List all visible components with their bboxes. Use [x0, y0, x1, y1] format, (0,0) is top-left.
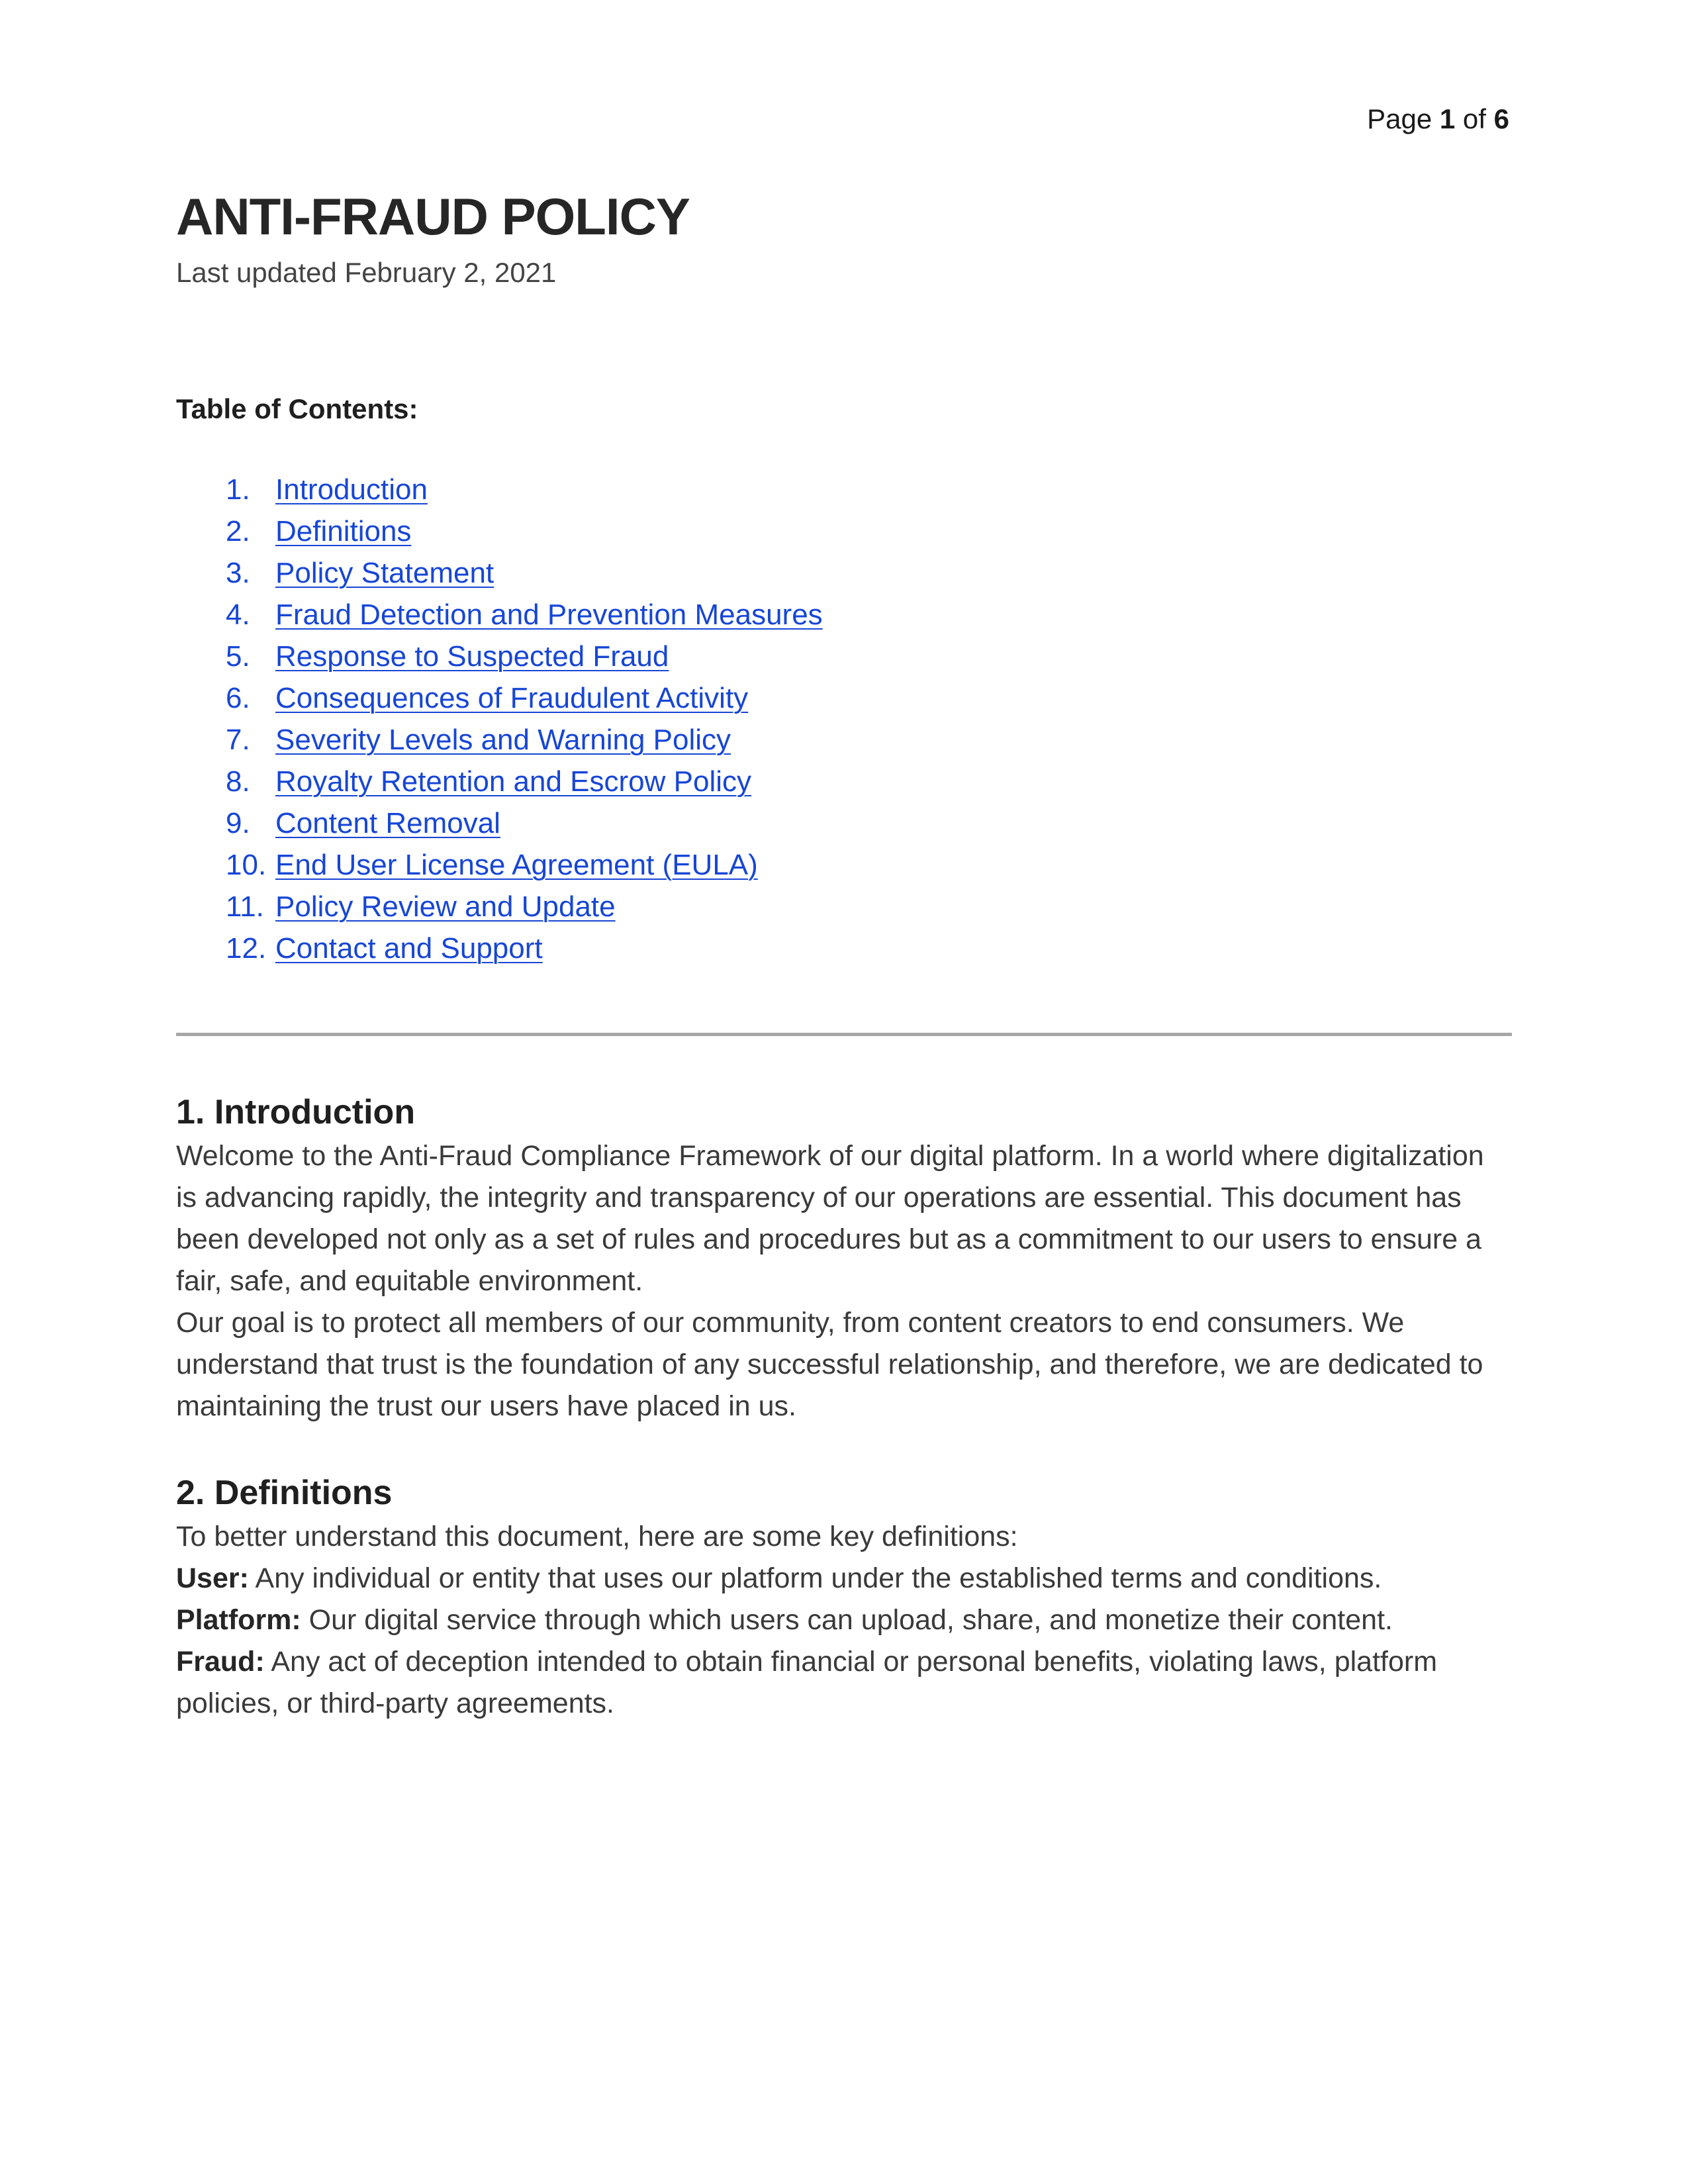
- toc-item-content-removal: [176, 802, 1512, 844]
- definition-text: Any act of deception intended to obtain financial or personal benefits, violating laws, platform policies, or third-party agreements.: [176, 1646, 1438, 1719]
- definition-text: Any individual or entity that uses our platform under the established terms and conditions.: [248, 1562, 1382, 1594]
- toc-item-eula: [176, 844, 1512, 886]
- table-of-contents: [176, 469, 1512, 969]
- toc-link-response-to-fraud[interactable]: Response to Suspected Fraud: [275, 640, 669, 673]
- toc-item-policy-review: [176, 886, 1512, 927]
- toc-item-fraud-detection: [176, 594, 1512, 636]
- toc-item-number: 4.: [226, 598, 250, 631]
- page-total: 6: [1493, 103, 1509, 134]
- toc-link-contact-support[interactable]: Contact and Support: [275, 932, 543, 965]
- toc-link-policy-statement[interactable]: Policy Statement: [275, 557, 494, 589]
- page-indicator: [1367, 103, 1509, 135]
- toc-item-number: 10.: [226, 849, 267, 881]
- toc-item-introduction: [176, 469, 1512, 510]
- toc-link-content-removal[interactable]: Content Removal: [275, 807, 500, 839]
- toc-item-number: 8.: [226, 765, 250, 798]
- toc-link-royalty-retention[interactable]: Royalty Retention and Escrow Policy: [275, 765, 751, 798]
- page-label-prefix: Page: [1367, 103, 1440, 134]
- definition-text: Our digital service through which users can upload, share, and monetize their content.: [301, 1604, 1393, 1636]
- toc-item-number: 5.: [226, 640, 250, 673]
- toc-link-severity-levels[interactable]: Severity Levels and Warning Policy: [275, 724, 731, 756]
- toc-item-definitions: [176, 510, 1512, 552]
- toc-item-number: 3.: [226, 557, 250, 589]
- section-divider: [176, 1033, 1512, 1036]
- definition-fraud: [176, 1641, 1512, 1725]
- last-updated-date: Last updated February 2, 2021: [176, 257, 557, 288]
- toc-link-consequences[interactable]: Consequences of Fraudulent Activity: [275, 682, 749, 714]
- toc-item-royalty-retention: [176, 761, 1512, 802]
- toc-item-consequences: [176, 677, 1512, 719]
- definition-term: Fraud:: [176, 1646, 265, 1678]
- toc-item-number: 6.: [226, 682, 250, 714]
- page-label-mid: of: [1455, 103, 1494, 134]
- toc-item-response-to-fraud: [176, 636, 1512, 677]
- definition-platform: [176, 1599, 1512, 1641]
- introduction-paragraph-2: Our goal is to protect all members of our community, from content creators to end consumers. We understand that trust is the foundation of any successful relationship, and therefore, we are dedicated to maintaining the trust our users have placed in us.: [176, 1307, 1483, 1422]
- definitions-intro: To better understand this document, here are some key definitions:: [176, 1521, 1018, 1552]
- page-current: 1: [1439, 103, 1456, 134]
- toc-item-number: 1.: [226, 473, 250, 506]
- definition-term: User:: [176, 1562, 249, 1594]
- toc-item-number: 12.: [226, 932, 267, 965]
- definition-term: Platform:: [176, 1604, 301, 1636]
- document-title: ANTI-FRAUD POLICY: [176, 187, 690, 246]
- toc-item-number: 11.: [226, 890, 264, 923]
- toc-item-number: 7.: [226, 724, 250, 756]
- toc-item-severity-levels: [176, 719, 1512, 761]
- toc-link-introduction[interactable]: Introduction: [275, 473, 428, 506]
- definitions-heading: 2. Definitions: [176, 1474, 393, 1512]
- toc-item-number: 2.: [226, 515, 250, 547]
- toc-item-contact-support: [176, 927, 1512, 969]
- toc-link-fraud-detection[interactable]: Fraud Detection and Prevention Measures: [275, 598, 823, 631]
- introduction-heading: 1. Introduction: [176, 1093, 416, 1131]
- definition-user: [176, 1558, 1512, 1599]
- introduction-paragraph-1: Welcome to the Anti-Fraud Compliance Framework of our digital platform. In a world where digitalization is advancing rapidly, the integrity and transparency of our operations are essential. This document has been developed not only as a set of rules and procedures but as a commitment to our users to ensure a fair, safe, and equitable environment.: [176, 1140, 1484, 1297]
- document-content: [176, 184, 1512, 1725]
- toc-link-policy-review[interactable]: Policy Review and Update: [275, 890, 616, 923]
- toc-heading: Table of Contents:: [176, 393, 418, 424]
- toc-link-eula[interactable]: End User License Agreement (EULA): [275, 849, 758, 881]
- toc-item-policy-statement: [176, 552, 1512, 594]
- toc-link-definitions[interactable]: Definitions: [275, 515, 412, 547]
- toc-item-number: 9.: [226, 807, 250, 839]
